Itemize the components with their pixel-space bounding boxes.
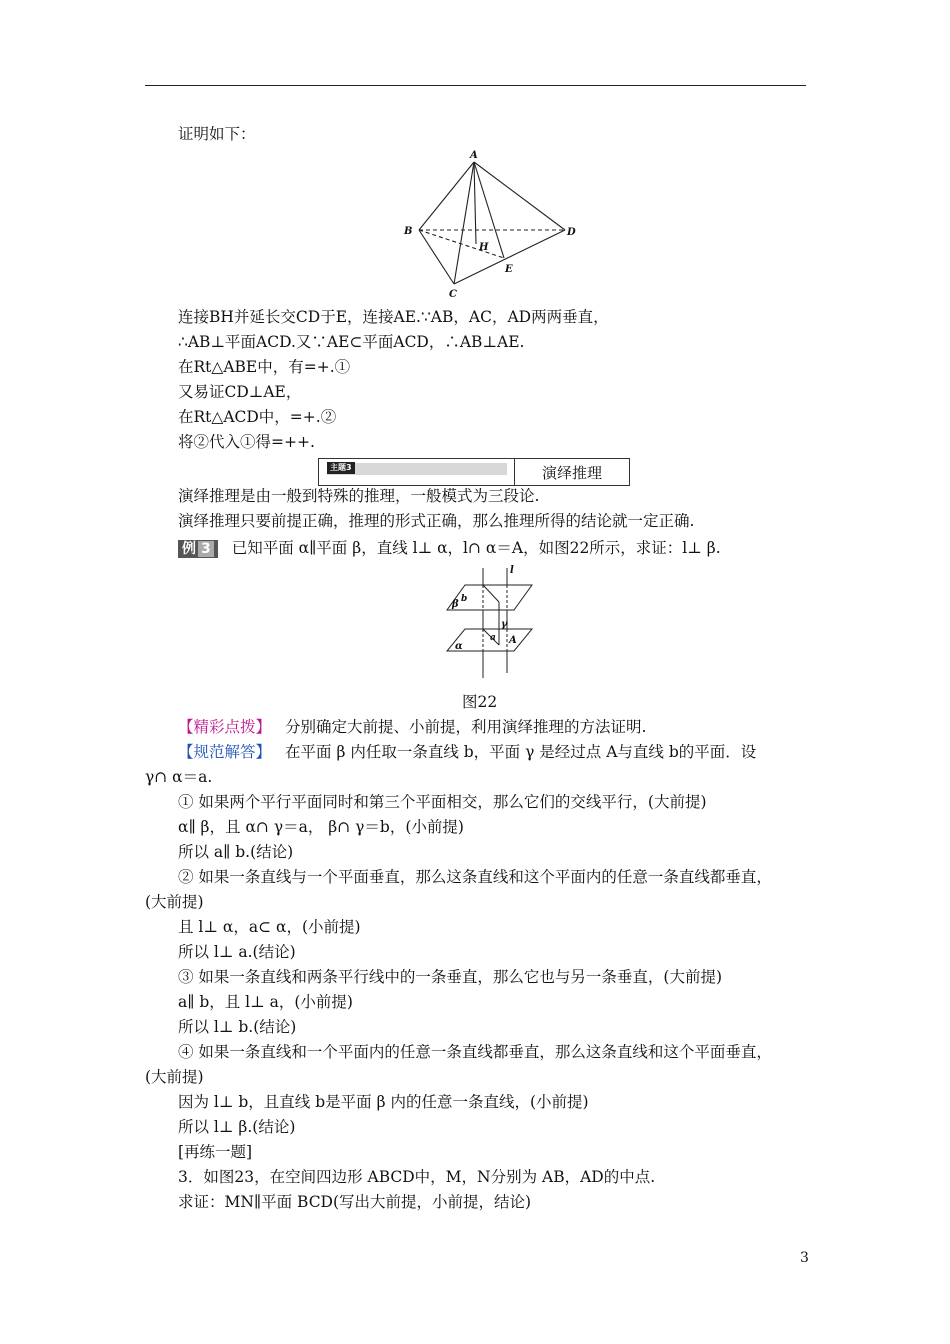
label-beta: β: [452, 599, 459, 610]
solution-cont: γ∩ α＝a.: [145, 768, 213, 786]
label-gamma: γ: [501, 619, 508, 630]
hint-line: [178, 716, 646, 738]
step-2: α∥ β，且 α∩ γ＝a， β∩ γ＝b，(小前提): [178, 818, 464, 836]
label-E: E: [505, 264, 513, 275]
step-14: 所以 l⊥ β.(结论): [178, 1118, 296, 1136]
plane-beta: [447, 585, 532, 610]
step-5: (大前提): [145, 893, 204, 911]
label-D: D: [567, 227, 576, 238]
label-A: A: [470, 150, 478, 161]
example-3: [178, 537, 721, 559]
solution-text: 在平面 β 内任取一条直线 b，平面 γ 是经过点 A与直线 b的平面．设: [285, 743, 757, 761]
deduction-line-1: 演绎推理是由一般到特殊的推理，一般模式为三段论.: [178, 487, 540, 505]
label-B: B: [404, 226, 413, 237]
segment-AH: [474, 162, 476, 244]
exercise-line-2: 求证：MN∥平面 BCD(写出大前提，小前提，结论): [178, 1193, 532, 1211]
label-b: b: [461, 594, 468, 604]
topic-title: 演绎推理: [541, 463, 602, 482]
proof-line-3: 在Rt△ABE中，有=+.①: [178, 358, 351, 376]
step-12: (大前提): [145, 1068, 204, 1086]
topic-banner: [318, 458, 630, 486]
header-rule: [145, 85, 806, 86]
practice-header: [再练一题]: [178, 1143, 253, 1161]
intro-text: 证明如下：: [178, 125, 256, 143]
hint-text: 分别确定大前提、小前提，利用演绎推理的方法证明.: [285, 718, 647, 736]
step-8: ③ 如果一条直线和两条平行线中的一条垂直，那么它也与另一条垂直，(大前提): [178, 968, 723, 986]
proof-line-6: 将②代入①得=++.: [178, 433, 315, 451]
edge-AB: [419, 162, 474, 230]
label-A-point: A: [509, 635, 517, 646]
topic-left-cell: [319, 459, 515, 485]
topic-tag: 主题3: [327, 462, 355, 474]
label-alpha: α: [455, 641, 463, 652]
label-H: H: [479, 242, 489, 253]
segment-BE-hidden: [419, 230, 504, 258]
step-4: ② 如果一条直线与一个平面垂直，那么这条直线和这个平面内的任意一条直线都垂直，: [178, 868, 772, 886]
deduction-line-2: 演绎推理只要前提正确，推理的形式正确，那么推理所得的结论就一定正确.: [178, 512, 695, 530]
proof-line-2: ∴AB⊥平面ACD.又∵AE⊂平面ACD，∴AB⊥AE.: [178, 333, 525, 351]
label-l: l: [510, 565, 514, 576]
edge-AC: [454, 162, 474, 284]
step-7: 所以 l⊥ a.(结论): [178, 943, 296, 961]
exercise-line-1: 3．如图23，在空间四边形 ABCD中，M，N分别为 AB，AD的中点.: [178, 1168, 656, 1186]
label-C: C: [449, 289, 457, 300]
fig22-caption: 图22: [462, 693, 498, 711]
step-3: 所以 a∥ b.(结论): [178, 843, 294, 861]
edge-AD: [474, 162, 565, 230]
proof-line-4: 又易证CD⊥AE，: [178, 383, 302, 401]
step-9: a∥ b，且 l⊥ a，(小前提): [178, 993, 353, 1011]
solution-label: 【规范解答】: [178, 743, 272, 761]
example-text: 已知平面 α∥平面 β，直线 l⊥ α，l∩ α＝A，如图22所示，求证：l⊥ β.: [231, 539, 721, 557]
tetrahedron-figure: [395, 148, 585, 300]
step-6: 且 l⊥ α，a⊂ α，(小前提): [178, 918, 361, 936]
example-badge: 例 3: [178, 540, 218, 558]
step-1: ① 如果两个平行平面同时和第三个平面相交，那么它们的交线平行，(大前提): [178, 793, 707, 811]
parallel-planes-figure: [440, 563, 540, 681]
step-10: 所以 l⊥ b.(结论): [178, 1018, 297, 1036]
page-number: 3: [800, 1250, 809, 1266]
step-13: 因为 l⊥ b，且直线 b是平面 β 内的任意一条直线，(小前提): [178, 1093, 589, 1111]
solution-line: [178, 741, 756, 763]
proof-line-1: 连接BH并延长交CD于E，连接AE.∵AB，AC，AD两两垂直，: [178, 308, 609, 326]
edge-BC: [419, 230, 454, 284]
edge-CD: [454, 230, 565, 284]
hint-label: 【精彩点拨】: [178, 718, 272, 736]
label-a: a: [490, 633, 496, 643]
step-11: ④ 如果一条直线和一个平面内的任意一条直线都垂直，那么这条直线和这个平面垂直，: [178, 1043, 772, 1061]
line-b: [483, 585, 499, 602]
proof-line-5: 在Rt△ACD中，=+.②: [178, 408, 337, 426]
